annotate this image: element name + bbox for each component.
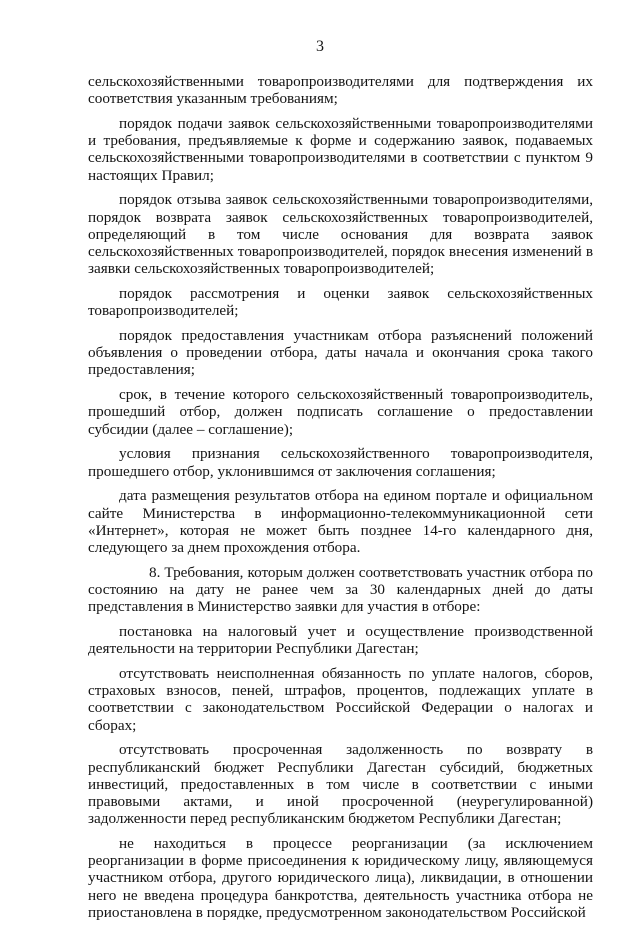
paragraph-clarifications: порядок предоставления участникам отбора разъяснений положений объявления о проведении отбора, даты начала и окончания срока такого предоставления; bbox=[88, 327, 593, 379]
paragraph-tax-registration: постановка на налоговый учет и осуществление производственной деятельности на территории Республики Дагестан; bbox=[88, 623, 593, 658]
paragraph-no-budget-debt: отсутствовать просроченная задолженность по возврату в республиканский бюджет Республики Дагестан субсидий, бюджетных инвестиций, предоставленных в том числе в соответствии с иными правовыми актами, и иной просроченной (неурегулированной) задолженности перед республиканским бюджетом Республики Дагестан; bbox=[88, 741, 593, 828]
paragraph-requirements-confirmation: сельскохозяйственными товаропроизводителями для подтверждения их соответствия указанным требованиям; bbox=[88, 73, 593, 108]
paragraph-agreement-deadline: срок, в течение которого сельскохозяйственный товаропроизводитель, прошедший отбор, должен подписать соглашение о предоставлении субсидии (далее – соглашение); bbox=[88, 386, 593, 438]
paragraph-application-review: порядок рассмотрения и оценки заявок сельскохозяйственных товаропроизводителей; bbox=[88, 285, 593, 320]
paragraph-application-submission: порядок подачи заявок сельскохозяйственными товаропроизводителями и требования, предъявляемые к форме и содержанию заявок, подаваемых сельскохозяйственными товаропроизводителями в соответствии с пунктом 9 настоящих Правил; bbox=[88, 115, 593, 184]
paragraph-results-publication: дата размещения результатов отбора на едином портале и официальном сайте Министерства в информационно-телекоммуникационной сети «Интернет», которая не может быть позднее 14-го календарного дня, следующего за днем прохождения отбора. bbox=[88, 487, 593, 557]
paragraph-no-reorganization: не находиться в процессе реорганизации (за исключением реорганизации в форме присоединения к юридическому лицу, являющемуся участником отбора, другого юридического лица), ликвидации, в отношении него не введена процедура банкротства, деятельность участника отбора не приостановлена в порядке, предусмотренном законодательством Российской bbox=[88, 835, 593, 921]
paragraph-no-tax-debt: отсутствовать неисполненная обязанность по уплате налогов, сборов, страховых взносов, пеней, штрафов, процентов, подлежащих уплате в соответствии с законодательством Российской Федерации о налогах и сборах; bbox=[88, 665, 593, 734]
paragraph-application-withdrawal: порядок отзыва заявок сельскохозяйственными товаропроизводителями, порядок возврата заявок сельскохозяйственных товаропроизводителей, определяющий в том числе основания для возврата заявок сельскохозяйственных товаропроизводителей, порядок внесения изменений в заявки сельскохозяйственных товаропроизводителей; bbox=[88, 191, 593, 278]
paragraph-evasion-conditions: условия признания сельскохозяйственного товаропроизводителя, прошедшего отбор, уклонившимся от заключения соглашения; bbox=[88, 445, 593, 480]
page-number: 3 bbox=[316, 38, 324, 55]
document-body bbox=[88, 73, 593, 929]
paragraph-section-8: 8. Требования, которым должен соответствовать участник отбора по состоянию на дату не ранее чем за 30 календарных дней до даты представления в Министерство заявки для участия в отборе: bbox=[88, 563, 593, 616]
